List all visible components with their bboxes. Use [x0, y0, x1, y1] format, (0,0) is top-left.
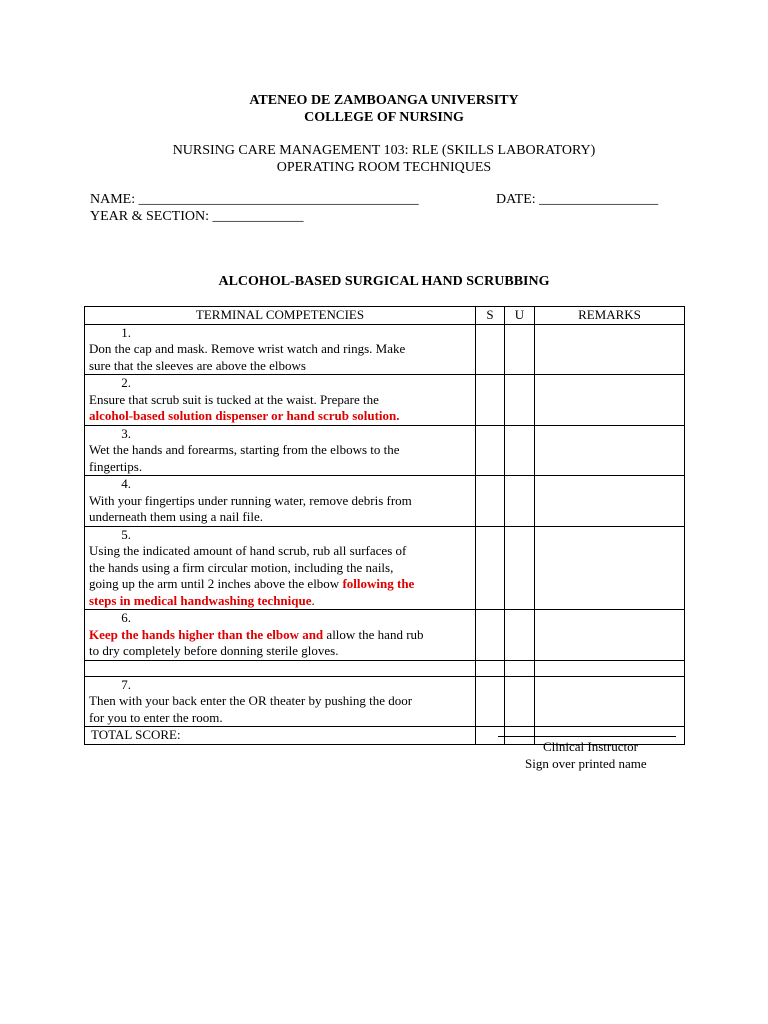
step-text-plain: allow the hand rub to dry completely before donning sterile gloves. [89, 626, 424, 658]
competency-cell [85, 375, 476, 426]
table-row-blank [85, 660, 685, 676]
table-row [85, 375, 685, 426]
table-row [85, 476, 685, 527]
header-unsatisfactory: U [505, 307, 535, 325]
header-competencies: TERMINAL COMPETENCIES [85, 307, 476, 325]
step-number: 1. [121, 324, 131, 340]
step-text: Wet the hands and forearms, starting from the elbows to the fingertips. [89, 442, 400, 474]
u-cell[interactable] [505, 660, 535, 676]
u-cell[interactable] [505, 476, 535, 527]
year-section-field: YEAR & SECTION: _____________ [90, 209, 304, 224]
competency-cell [85, 610, 476, 661]
step-number: 3. [121, 425, 131, 441]
competency-cell [85, 324, 476, 375]
topic-title: OPERATING ROOM TECHNIQUES [276, 160, 492, 175]
u-cell[interactable] [505, 526, 535, 610]
competency-cell [85, 425, 476, 476]
table-row [85, 425, 685, 476]
s-cell[interactable] [476, 610, 505, 661]
u-cell[interactable] [505, 610, 535, 661]
u-cell[interactable] [505, 676, 535, 727]
competency-table [84, 306, 685, 745]
s-cell[interactable] [476, 425, 505, 476]
remarks-cell[interactable] [535, 425, 685, 476]
remarks-cell[interactable] [535, 676, 685, 727]
step-text-plain: Ensure that scrub suit is tucked at the waist. Prepare the [89, 391, 379, 407]
step-text [89, 543, 424, 609]
remarks-cell[interactable] [535, 375, 685, 426]
competency-cell [85, 476, 476, 527]
step-number: 2. [121, 375, 131, 390]
step-number: 5. [121, 526, 131, 542]
signature-instruction: Sign over printed name [525, 756, 647, 771]
step-text-plain: Using the indicated amount of hand scrub, rub all surfaces of the hands using a firm circular motion, including the nails, going up the arm until 2 inches above the elbow [89, 543, 407, 591]
signature-line [498, 736, 676, 737]
table-header-row [85, 307, 685, 325]
course-title: NURSING CARE MANAGEMENT 103: RLE (SKILLS LABORATORY) [172, 143, 596, 158]
header-remarks: REMARKS [535, 307, 685, 325]
college-name: COLLEGE OF NURSING [304, 110, 464, 125]
step-text-tail: . [311, 592, 315, 608]
remarks-cell[interactable] [535, 610, 685, 661]
header-satisfactory: S [476, 307, 505, 325]
remarks-cell[interactable] [535, 526, 685, 610]
checklist-title: ALCOHOL-BASED SURGICAL HAND SCRUBBING [218, 274, 550, 289]
s-cell[interactable] [476, 676, 505, 727]
u-cell[interactable] [505, 324, 535, 375]
competency-cell [85, 676, 476, 727]
s-cell[interactable] [476, 476, 505, 527]
s-cell[interactable] [476, 526, 505, 610]
step-text [89, 392, 424, 425]
step-number: 4. [121, 476, 131, 491]
step-text-emphasis: Keep the hands higher than the elbow and [89, 626, 324, 642]
step-number: 6. [121, 610, 131, 625]
name-field: NAME: ________________________________________ [90, 192, 419, 207]
s-cell[interactable] [476, 324, 505, 375]
competency-cell [85, 526, 476, 610]
u-cell[interactable] [505, 375, 535, 426]
step-text: With your fingertips under running water, remove debris from underneath them using a nail file. [89, 492, 412, 524]
step-text: Don the cap and mask. Remove wrist watch and rings. Make sure that the sleeves are above the elbows [89, 341, 406, 373]
step-text: Then with your back enter the OR theater by pushing the door for you to enter the room. [89, 693, 413, 725]
table-row [85, 324, 685, 375]
s-cell[interactable] [476, 375, 505, 426]
signature-role: Clinical Instructor [543, 739, 638, 754]
university-name: ATENEO DE ZAMBOANGA UNIVERSITY [249, 93, 519, 108]
date-field: DATE: _________________ [496, 192, 659, 207]
competency-cell [85, 660, 476, 676]
table-row [85, 676, 685, 727]
total-score-label: TOTAL SCORE: [85, 727, 476, 745]
remarks-cell[interactable] [535, 476, 685, 527]
step-text [89, 627, 424, 660]
remarks-cell[interactable] [535, 660, 685, 676]
table-row [85, 526, 685, 610]
s-cell[interactable] [476, 660, 505, 676]
step-text-emphasis: alcohol-based solution dispenser or hand scrub solution. [89, 408, 400, 423]
step-number: 7. [121, 676, 131, 692]
u-cell[interactable] [505, 425, 535, 476]
step-text-emphasis: following the steps in medical handwashing technique [89, 576, 415, 608]
remarks-cell[interactable] [535, 324, 685, 375]
table-row [85, 610, 685, 661]
